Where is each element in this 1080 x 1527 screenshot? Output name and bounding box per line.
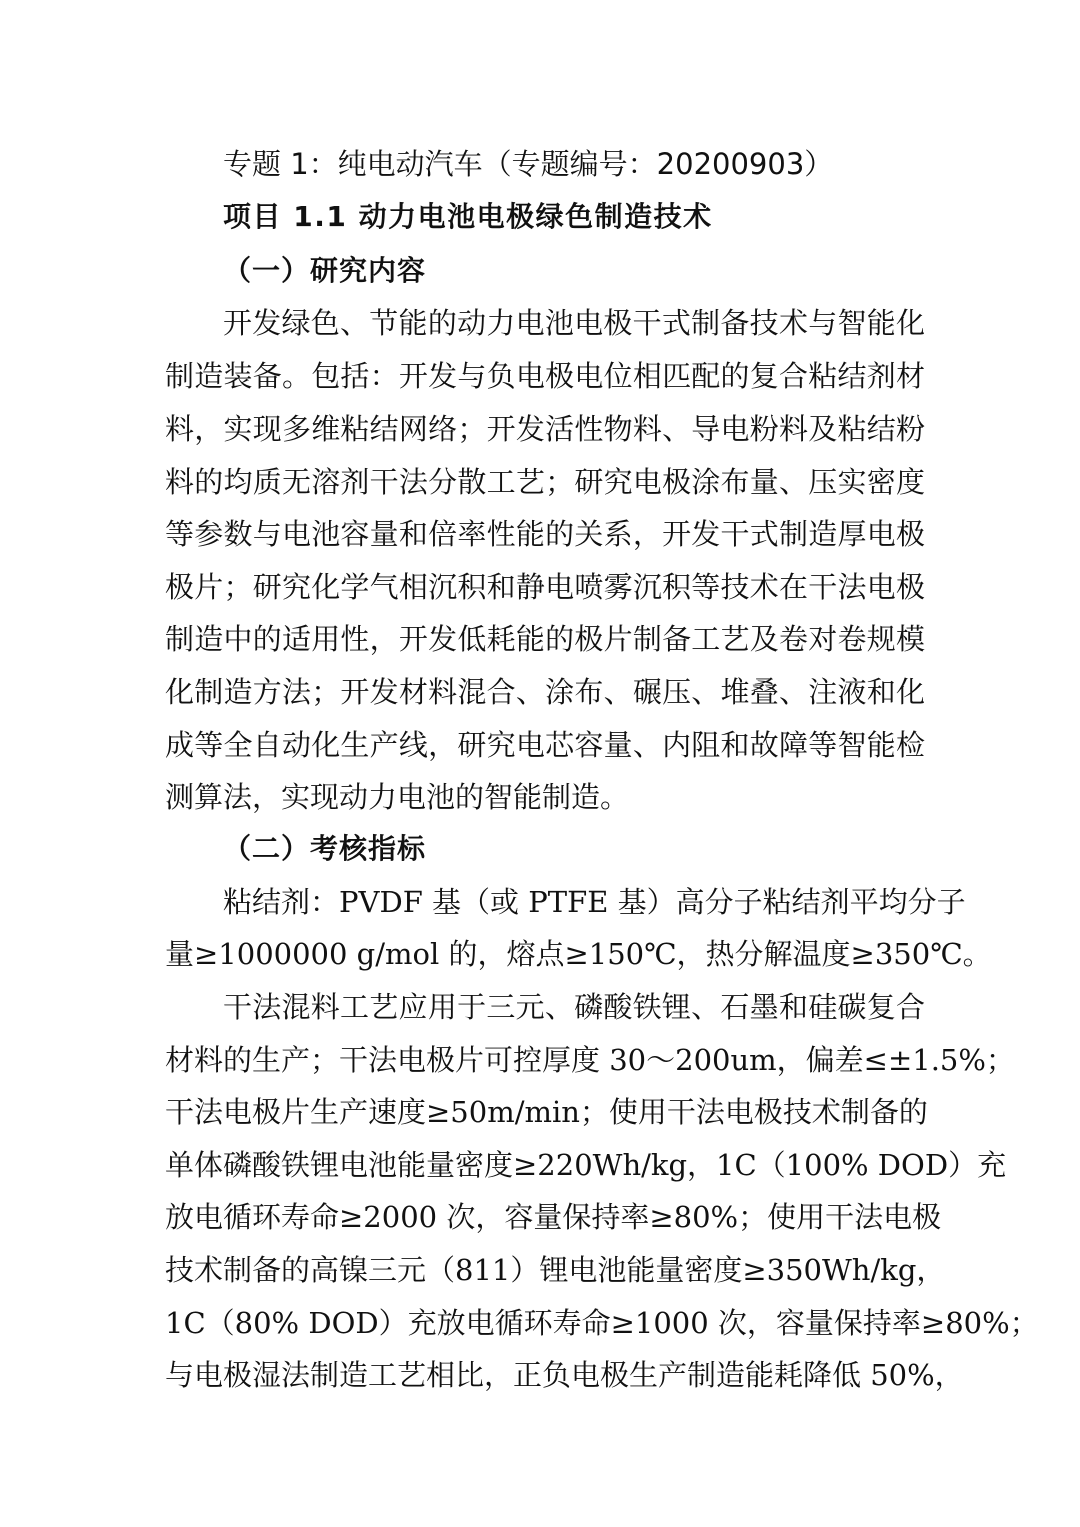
indicators-p2-line-6: 技术制备的高镍三元（811）锂电池能量密度≥350Wh/kg， xyxy=(165,1253,946,1287)
indicators-p2-line-3: 干法电极片生产速度≥50m/min；使用干法电极技术制备的 xyxy=(165,1095,928,1129)
research-line-8: 化制造方法；开发材料混合、涂布、碾压、堆叠、注液和化 xyxy=(165,675,925,709)
research-content-heading: （一）研究内容 xyxy=(223,254,427,287)
research-line-5: 等参数与电池容量和倍率性能的关系，开发干式制造厚电极 xyxy=(165,517,925,551)
indicators-p2-line-8: 与电极湿法制造工艺相比，正负电极生产制造能耗降低 50%， xyxy=(165,1358,964,1392)
research-line-9: 成等全自动化生产线，研究电芯容量、内阻和故障等智能检 xyxy=(165,728,925,762)
project-title: 项目 1.1 动力电池电极绿色制造技术 xyxy=(223,200,713,233)
indicators-p2-line-5: 放电循环寿命≥2000 次，容量保持率≥80%；使用干法电极 xyxy=(165,1200,942,1234)
research-line-10: 测算法，实现动力电池的智能制造。 xyxy=(165,780,630,814)
indicators-p2-line-7: 1C（80% DOD）充放电循环寿命≥1000 次，容量保持率≥80%； xyxy=(165,1306,1039,1340)
indicators-p2-line-4: 单体磷酸铁锂电池能量密度≥220Wh/kg，1C（100% DOD）充 xyxy=(165,1148,1007,1182)
research-line-4: 料的均质无溶剂干法分散工艺；研究电极涂布量、压实密度 xyxy=(165,465,925,499)
research-line-1: 开发绿色、节能的动力电池电极干式制备技术与智能化 xyxy=(223,306,925,340)
indicators-p1-line-1: 粘结剂：PVDF 基（或 PTFE 基）高分子粘结剂平均分子 xyxy=(223,885,966,919)
topic-title: 专题 1：纯电动汽车（专题编号：20200903） xyxy=(223,147,834,181)
research-line-3: 料，实现多维粘结网络；开发活性物料、导电粉料及粘结粉 xyxy=(165,412,925,446)
research-line-6: 极片；研究化学气相沉积和静电喷雾沉积等技术在干法电极 xyxy=(165,570,925,604)
research-line-7: 制造中的适用性，开发低耗能的极片制备工艺及卷对卷规模 xyxy=(165,622,925,656)
indicators-p2-line-2: 材料的生产；干法电极片可控厚度 30～200um，偏差≤±1.5%； xyxy=(165,1043,1015,1077)
indicators-p1-line-2: 量≥1000000 g/mol 的，熔点≥150℃，热分解温度≥350℃。 xyxy=(165,937,992,971)
indicators-heading: （二）考核指标 xyxy=(223,832,427,865)
indicators-p2-line-1: 干法混料工艺应用于三元、磷酸铁锂、石墨和硅碳复合 xyxy=(223,990,925,1024)
research-line-2: 制造装备。包括：开发与负电极电位相匹配的复合粘结剂材 xyxy=(165,359,925,393)
